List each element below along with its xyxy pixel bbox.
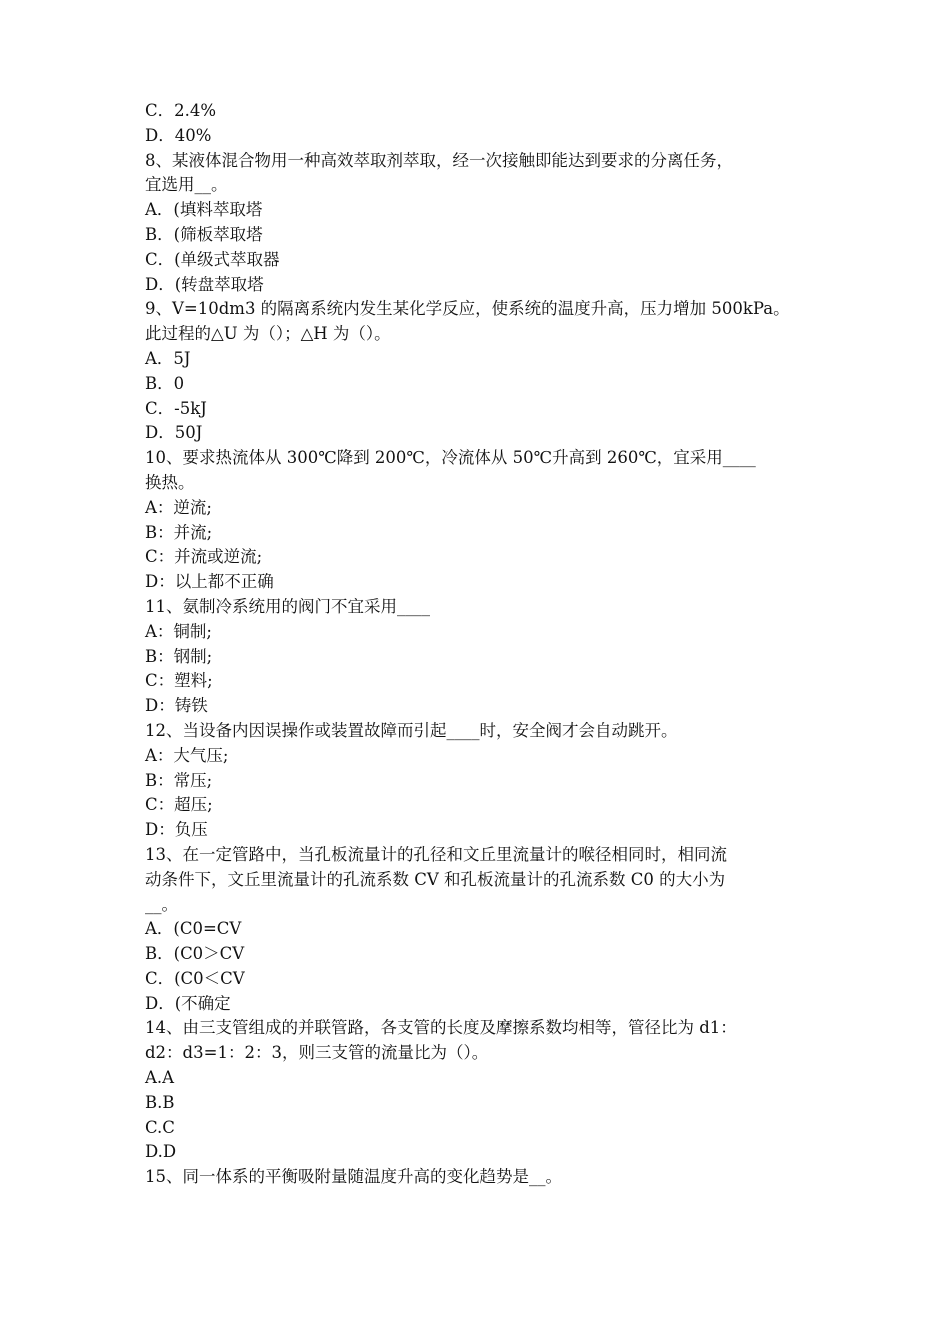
option-line: C．-5kJ — [145, 398, 207, 418]
question-12-line: 12、当设备内因误操作或装置故障而引起____时，安全阀才会自动跳开。 — [145, 720, 678, 740]
option-line: D．(转盘萃取塔 — [145, 274, 264, 294]
option-line: A：逆流; — [145, 497, 212, 517]
question-13-line: 动条件下，文丘里流量计的孔流系数 CV 和孔板流量计的孔流系数 C0 的大小为 — [145, 869, 726, 889]
option-line: C：塑料; — [145, 671, 213, 691]
question-9-line: 9、V=10dm3 的隔离系统内发生某化学反应，使系统的温度升高，压力增加 500kPa。 — [145, 299, 790, 319]
option-line: C.C — [145, 1117, 175, 1137]
question-14-line: 14、由三支管组成的并联管路，各支管的长度及摩擦系数均相等，管径比为 d1： — [145, 1018, 737, 1038]
option-line: B：钢制; — [145, 646, 213, 666]
option-line: B．(筛板萃取塔 — [145, 224, 263, 244]
option-line: A：大气压; — [145, 745, 229, 765]
option-line: D．50J — [145, 423, 203, 443]
question-9-line: 此过程的△U 为（）；△H 为（）。 — [145, 324, 391, 344]
option-line: A：铜制; — [145, 621, 212, 641]
option-line: A．(填料萃取塔 — [145, 200, 263, 220]
option-line: D．(不确定 — [145, 993, 231, 1013]
question-10-line: 换热。 — [145, 472, 195, 492]
option-line: D：负压 — [145, 820, 208, 840]
option-line: C．2.4% — [145, 101, 217, 120]
document-text — [145, 99, 820, 1190]
option-line: B：常压; — [145, 770, 213, 790]
option-line: B：并流; — [145, 522, 213, 542]
option-line: A.A — [145, 1068, 175, 1088]
question-14-line: d2：d3=1：2：3，则三支管的流量比为（）。 — [145, 1043, 489, 1063]
question-10-line: 10、要求热流体从 300℃降到 200℃，冷流体从 50℃升高到 260℃，宜采用____ — [145, 448, 756, 468]
option-line: C：并流或逆流; — [145, 547, 263, 567]
option-line: B．(C0＞CV — [145, 944, 245, 964]
question-8-line: 宜选用__。 — [145, 175, 228, 195]
option-line: D：铸铁 — [145, 696, 208, 716]
option-line: B．0 — [145, 373, 185, 393]
option-line: B.B — [145, 1092, 175, 1112]
option-line: C．(C0＜CV — [145, 968, 245, 988]
option-line: C．(单级式萃取器 — [145, 249, 280, 269]
question-11-line: 11、氨制冷系统用的阀门不宜采用____ — [145, 596, 430, 616]
question-15-line: 15、同一体系的平衡吸附量随温度升高的变化趋势是__。 — [145, 1167, 562, 1187]
option-line: D.D — [145, 1142, 177, 1162]
option-line: D：以上都不正确 — [145, 572, 274, 592]
option-line: A．5J — [145, 348, 191, 368]
option-line: C：超压; — [145, 795, 213, 815]
option-line: A．(C0=CV — [145, 919, 242, 939]
option-line: D．40% — [145, 125, 212, 145]
question-13-line: 13、在一定管路中，当孔板流量计的孔径和文丘里流量计的喉径相同时，相同流 — [145, 844, 727, 864]
question-8-line: 8、某液体混合物用一种高效萃取剂萃取，经一次接触即能达到要求的分离任务， — [145, 150, 733, 170]
question-13-line: __。 — [145, 894, 178, 914]
